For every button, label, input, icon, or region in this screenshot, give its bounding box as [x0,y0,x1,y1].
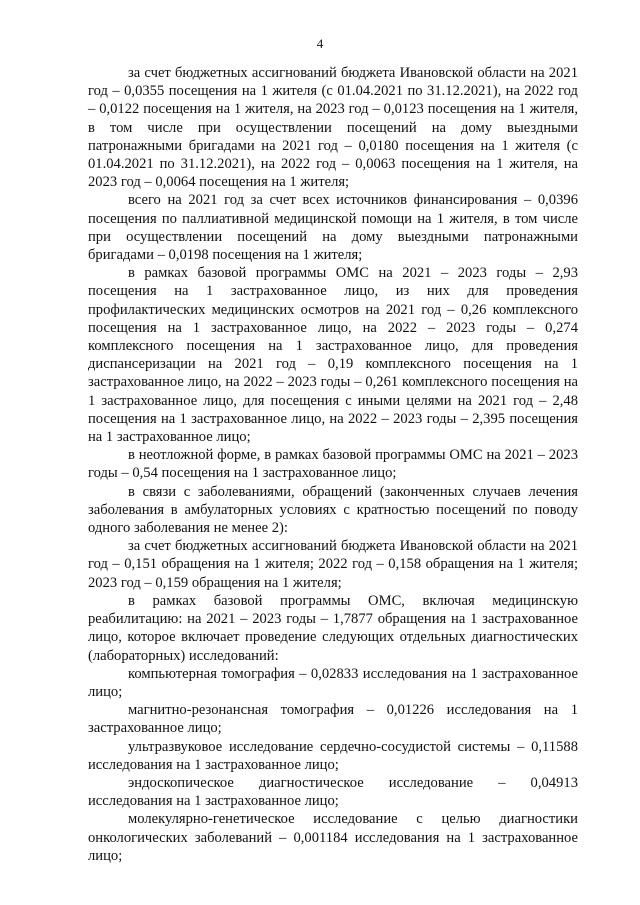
paragraph-oms-visits: в рамках базовой программы ОМС на 2021 – 2023 годы – 2,93 посещения на 1 застрахованное лицо, из них для проведения профилактических медицинских осмотров на 2021 год – 0,26 комплексного посещения на 1 застрахованное лицо, на 2022 – 2023 годы – 0,274 комплексного посещения на 1 застрахованное лицо, для проведения диспансеризации на 2021 год – 0,19 комплексного посещения на 1 застрахованное лицо, на 2022 – 2023 годы – 0,261 комплексного посещения на 1 застрахованное лицо, для посещения с иными целями на 2021 год – 2,48 посещения на 1 застрахованное лицо, на 2022 – 2023 годы – 2,395 посещения на 1 застрахованное лицо; [88,265,578,446]
paragraph-molecular-genetic: молекулярно-генетическое исследование с целью диагностики онкологических заболеваний – 0,001184 исследования на 1 застрахованное лицо; [88,811,578,864]
paragraph-ct: компьютерная томография – 0,02833 исследования на 1 застрахованное лицо; [88,665,578,700]
paragraph-urgent-form: в неотложной форме, в рамках базовой программы ОМС на 2021 – 2023 годы – 0,54 посещения на 1 застрахованное лицо; [88,447,578,482]
paragraph-mri: магнитно-резонансная томография – 0,01226 исследования на 1 застрахованное лицо; [88,702,578,737]
paragraph-budget-appeals: за счет бюджетных ассигнований бюджета Ивановской области на 2021 год – 0,151 обращения на 1 жителя; 2022 год – 0,158 обращения на 1 жителя; 2023 год – 0,159 обращения на 1 жителя; [88,538,578,591]
paragraph-endoscopy: эндоскопическое диагностическое исследование – 0,04913 исследования на 1 застрахованное лицо; [88,774,578,810]
paragraph-disease-appeals: в связи с заболеваниями, обращений (законченных случаев лечения заболевания в амбулаторных условиях с кратностью посещений по поводу одного заболевания не менее 2): [88,483,578,537]
document-body [88,64,578,865]
paragraph-oms-rehabilitation: в рамках базовой программы ОМС, включая медицинскую реабилитацию: на 2021 – 2023 годы – 1,7877 обращения на 1 застрахованное лицо, которое включает проведение следующих отдельных диагностических (лабораторных) исследований: [88,592,578,664]
paragraph-budget-visits: за счет бюджетных ассигнований бюджета Ивановской области на 2021 год – 0,0355 посещения на 1 жителя (с 01.04.2021 по 31.12.2021), на 2022 год – 0,0122 посещения на 1 жителя, на 2023 год – 0,0123 посещения на 1 жителя, в том числе при осуществлении посещений на дому выездными патронажными бригадами на 2021 год – 0,0180 посещения на 1 жителя (с 01.04.2021 по 31.12.2021), на 2022 год – 0,0063 посещения на 1 жителя, на 2023 год – 0,0064 посещения на 1 жителя; [88,65,578,191]
page-number: 4 [316,36,324,51]
paragraph-all-sources-palliative: всего на 2021 год за счет всех источников финансирования – 0,0396 посещения по паллиативной медицинской помощи на 1 жителя, в том числе при осуществлении посещений на дому выездными патронажными бригадами – 0,0198 посещения на 1 жителя; [88,192,578,264]
paragraph-ultrasound: ультразвуковое исследование сердечно-сосудистой системы – 0,11588 исследования на 1 застрахованное лицо; [88,738,578,773]
